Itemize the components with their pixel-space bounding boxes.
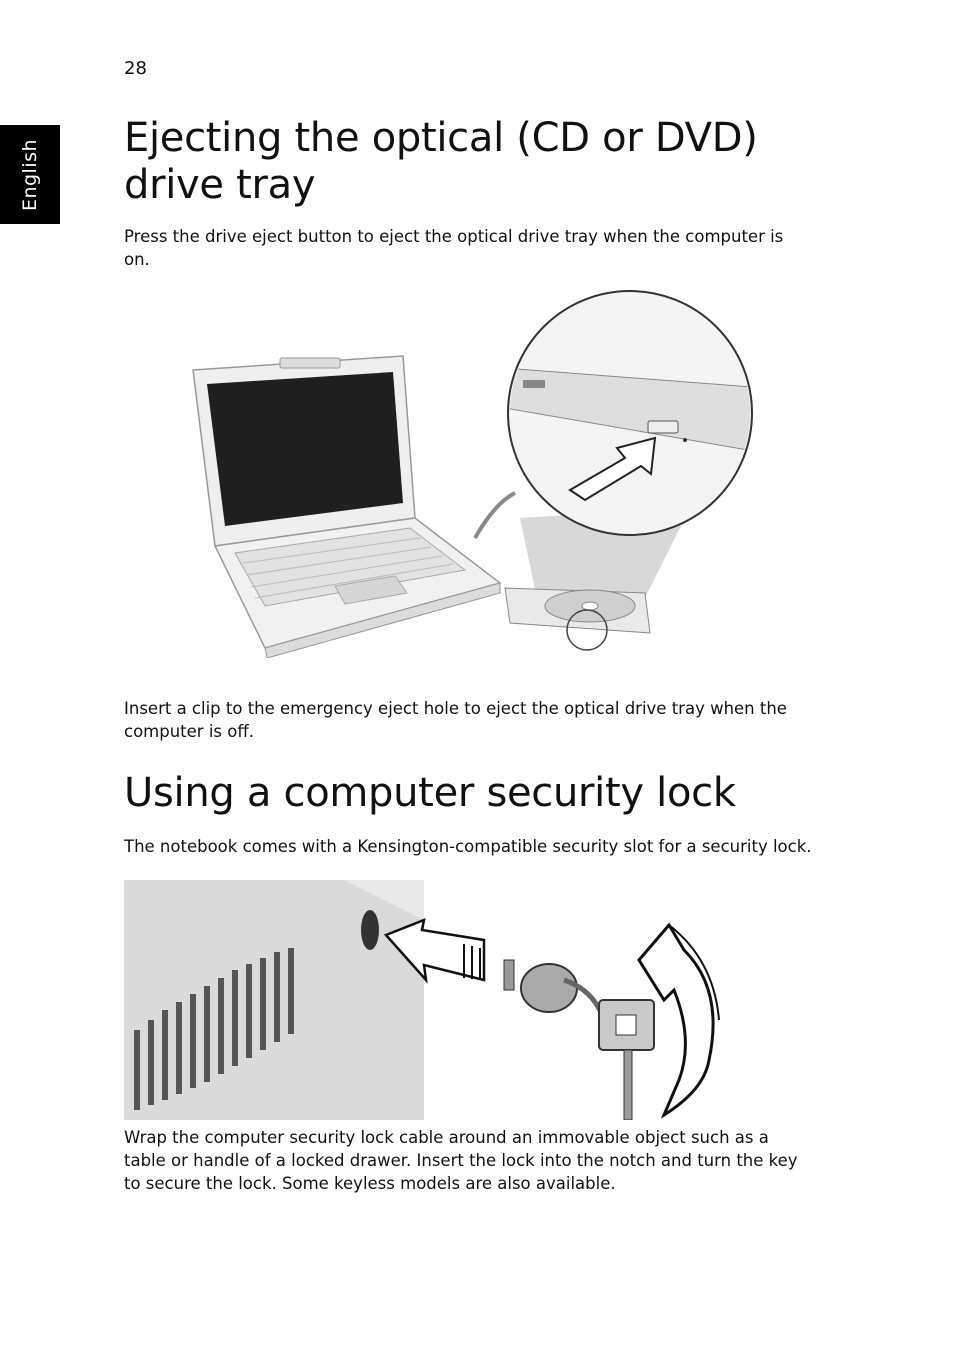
paragraph-eject-on: Press the drive eject button to eject the optical drive tray when the computer is on. [124, 227, 784, 269]
language-tab-label: English [19, 138, 41, 211]
illustration-laptop-eject [185, 288, 760, 658]
page-number: 28 [124, 58, 147, 79]
paragraph-lock-instructions: Wrap the computer security lock cable around an immovable object such as a table or handle of a locked drawer. Insert the lock into the notch and turn the key to secure the lock. Some keyless models are also available. [124, 1128, 798, 1193]
heading-security-lock: Using a computer security lock [124, 770, 736, 816]
illustration-security-lock [124, 880, 724, 1120]
disc-hub [582, 602, 598, 610]
paragraph-eject-off: Insert a clip to the emergency eject hole to eject the optical drive tray when the computer is off. [124, 699, 787, 741]
laptop-screen [207, 372, 403, 526]
language-tab [0, 125, 60, 224]
lock-tongue [504, 960, 514, 990]
webcam-bar [280, 358, 340, 368]
lock-head [521, 964, 577, 1012]
paragraph-lock-intro: The notebook comes with a Kensington-compatible security slot for a security lock. [124, 837, 812, 856]
security-slot [361, 910, 379, 950]
key-hole [616, 1015, 636, 1035]
heading-eject-tray: Ejecting the optical (CD or DVD) drive tray [124, 115, 758, 208]
cable [475, 493, 515, 538]
key-shaft [624, 1050, 632, 1120]
